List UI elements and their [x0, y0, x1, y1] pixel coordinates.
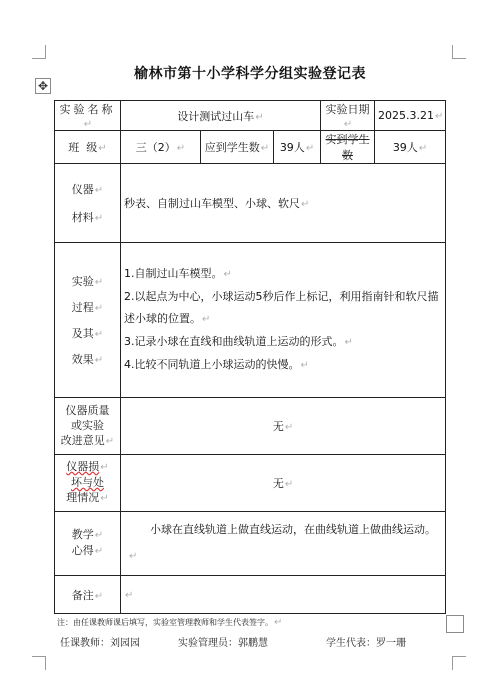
row-class-info	[55, 131, 446, 164]
cell-damage-label: 仪器损↵ 坏与处 理情况↵	[55, 455, 121, 512]
row-remarks	[55, 576, 446, 614]
document-title: 榆林市第十小学科学分组实验登记表	[134, 66, 366, 82]
cell-expected-label: 应到学生数↵	[201, 131, 274, 164]
cell-name-value[interactable]: 设计测试过山车↵	[121, 101, 321, 131]
cell-date-value[interactable]: 2025.3.21↵	[375, 101, 446, 131]
cell-quality-value[interactable]: 无↵	[121, 398, 446, 455]
signature-row	[60, 634, 406, 649]
row-instruments	[55, 164, 446, 243]
manager-signature: 实验管理员：郭鹏慧	[178, 638, 268, 649]
cell-class-value[interactable]: 三（2）↵	[121, 131, 201, 164]
cell-instruments-label: 仪器↵ 材料↵	[55, 164, 121, 243]
row-quality	[55, 398, 446, 455]
row-process	[55, 243, 446, 398]
cell-name-label: 实验名称↵	[55, 101, 121, 131]
cell-quality-label: 仪器质量 或实验 改进意见↵	[55, 398, 121, 455]
process-step: 1.自制过山车模型。↵	[124, 267, 232, 280]
table-resize-handle[interactable]	[446, 615, 464, 633]
cell-class-label: 班 级↵	[55, 131, 121, 164]
cell-instruments-value[interactable]: 秒表、自制过山车模型、小球、软尺↵	[121, 164, 446, 243]
cell-expected-value[interactable]: 39人↵	[274, 131, 321, 164]
process-step: 2.以起点为中心，小球运动5秒后作上标记，利用指南针和软尺描述小球的位置。↵	[124, 290, 439, 325]
table-move-handle-icon[interactable]: ✥	[35, 78, 51, 94]
page-corner-mark-bottom-left	[32, 656, 46, 670]
cell-date-label: 实验日期↵	[321, 101, 375, 131]
process-step: 4.比较不同轨道上小球运动的快慢。↵	[124, 358, 309, 371]
cell-remarks-label: 备注↵	[55, 576, 121, 614]
cell-actual-value[interactable]: 39人↵	[375, 131, 446, 164]
page-corner-mark-top-right	[452, 45, 466, 59]
cell-observation-label: 教学↵ 心得↵	[55, 512, 121, 576]
row-damage	[55, 455, 446, 512]
page-corner-mark-bottom-right	[452, 656, 466, 670]
footer-note: 注：由任课教师课后填写，实验室管理教师和学生代表签字。↵	[57, 617, 283, 628]
cell-process-label: 实验↵ 过程↵ 及其↵ 效果↵	[55, 243, 121, 398]
cell-damage-value[interactable]: 无↵	[121, 455, 446, 512]
cell-observation-value[interactable]: 小球在直线轨道上做直线运动，在曲线轨道上做曲线运动。↵	[121, 512, 446, 576]
page-corner-mark-top-left	[32, 45, 46, 59]
process-step: 3.记录小球在直线和曲线轨道上运动的形式。↵	[124, 335, 353, 348]
cell-remarks-value[interactable]: ↵	[121, 576, 446, 614]
teacher-signature: 任课教师：刘园园	[60, 638, 140, 649]
row-observation	[55, 512, 446, 576]
experiment-record-table	[54, 100, 446, 614]
cell-process-value[interactable]	[121, 243, 446, 398]
student-signature: 学生代表：罗一珊	[326, 638, 406, 649]
cell-actual-label: 实到学生数	[321, 131, 375, 164]
row-experiment-name	[55, 101, 446, 131]
